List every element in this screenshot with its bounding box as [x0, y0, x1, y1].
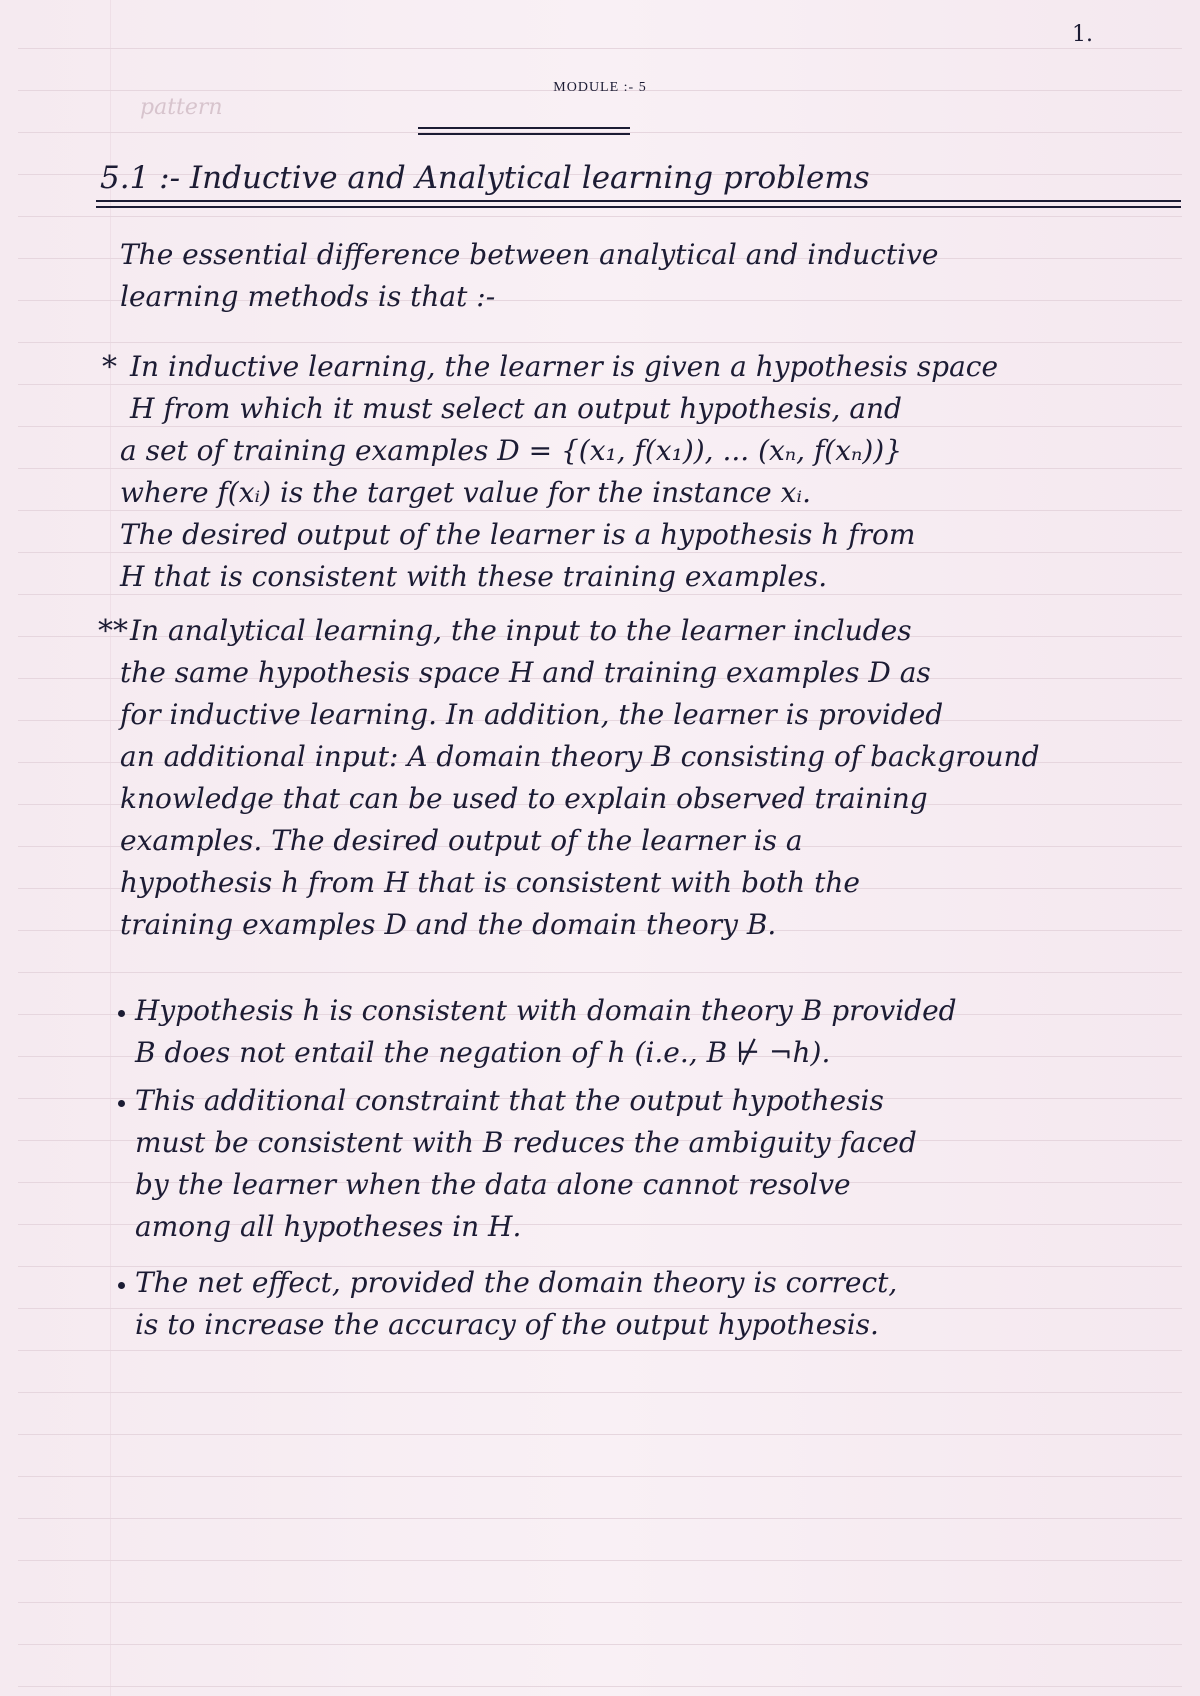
rule-line — [18, 216, 1182, 217]
rule-line — [18, 1644, 1182, 1645]
rule-line — [18, 1434, 1182, 1435]
rule-line — [18, 594, 1182, 595]
bullet-line: is to increase the accuracy of the output hypothesis. — [135, 1308, 879, 1341]
module-title: MODULE :- 5 — [553, 80, 647, 95]
rule-line — [18, 972, 1182, 973]
inductive-line: The desired output of the learner is a hypothesis h from — [120, 518, 916, 551]
analytical-line: In analytical learning, the input to the learner includes — [130, 614, 912, 647]
section-heading-underline — [96, 206, 1181, 208]
bullet-line: by the learner when the data alone cannot resolve — [135, 1168, 851, 1201]
bullet-line: among all hypotheses in H. — [135, 1210, 522, 1243]
inductive-line: In inductive learning, the learner is given a hypothesis space — [130, 350, 999, 383]
module-title-underline — [418, 127, 630, 129]
bleed-through-text: pattern — [140, 95, 223, 120]
bullet-line: The net effect, provided the domain theory is correct, — [135, 1266, 898, 1299]
section-heading: 5.1 :- Inductive and Analytical learning problems — [100, 160, 870, 196]
rule-line — [18, 1476, 1182, 1477]
rule-line — [18, 48, 1182, 49]
rule-line — [18, 1602, 1182, 1603]
rule-line — [18, 468, 1182, 469]
point-marker: * — [102, 350, 117, 385]
inductive-line: a set of training examples D = {(x₁, f(x₁)), ... (xₙ, f(xₙ))} — [120, 434, 903, 467]
inductive-line: H from which it must select an output hypothesis, and — [130, 392, 902, 425]
bullet-dot — [118, 1010, 125, 1017]
page-number: 1. — [1072, 22, 1093, 47]
rule-line — [18, 1560, 1182, 1561]
inductive-line: where f(xᵢ) is the target value for the instance xᵢ. — [120, 476, 811, 509]
bleed-through-text — [140, 1460, 147, 1485]
rule-line — [18, 426, 1182, 427]
bullet-line: must be consistent with B reduces the ambiguity faced — [135, 1126, 917, 1159]
inductive-line: H that is consistent with these training examples. — [120, 560, 828, 593]
analytical-line: an additional input: A domain theory B consisting of background — [120, 740, 1040, 773]
rule-line — [18, 1518, 1182, 1519]
rule-line — [18, 1392, 1182, 1393]
module-title-underline — [418, 133, 630, 135]
section-heading-underline — [96, 200, 1181, 202]
rule-line — [18, 1350, 1182, 1351]
rule-line — [18, 510, 1182, 511]
rule-line — [18, 384, 1182, 385]
bullet-line: Hypothesis h is consistent with domain theory B provided — [135, 994, 957, 1027]
bullet-line: B does not entail the negation of h (i.e., B ⊬ ¬h). — [135, 1036, 831, 1069]
point-marker: ** — [98, 614, 128, 649]
rule-line — [18, 1686, 1182, 1687]
rule-line — [18, 552, 1182, 553]
bullet-line: This additional constraint that the output hypothesis — [135, 1084, 884, 1117]
bullet-dot — [118, 1100, 125, 1107]
analytical-line: training examples D and the domain theory B. — [120, 908, 777, 941]
analytical-line: the same hypothesis space H and training examples D as — [120, 656, 931, 689]
analytical-line: knowledge that can be used to explain observed training — [120, 782, 928, 815]
rule-line — [18, 342, 1182, 343]
analytical-line: hypothesis h from H that is consistent with both the — [120, 866, 860, 899]
bullet-dot — [118, 1282, 125, 1289]
analytical-line: examples. The desired output of the learner is a — [120, 824, 803, 857]
analytical-line: for inductive learning. In addition, the learner is provided — [120, 698, 944, 731]
intro-line: learning methods is that :- — [120, 280, 496, 313]
margin-line — [110, 0, 111, 1696]
intro-line: The essential difference between analytical and inductive — [120, 238, 939, 271]
